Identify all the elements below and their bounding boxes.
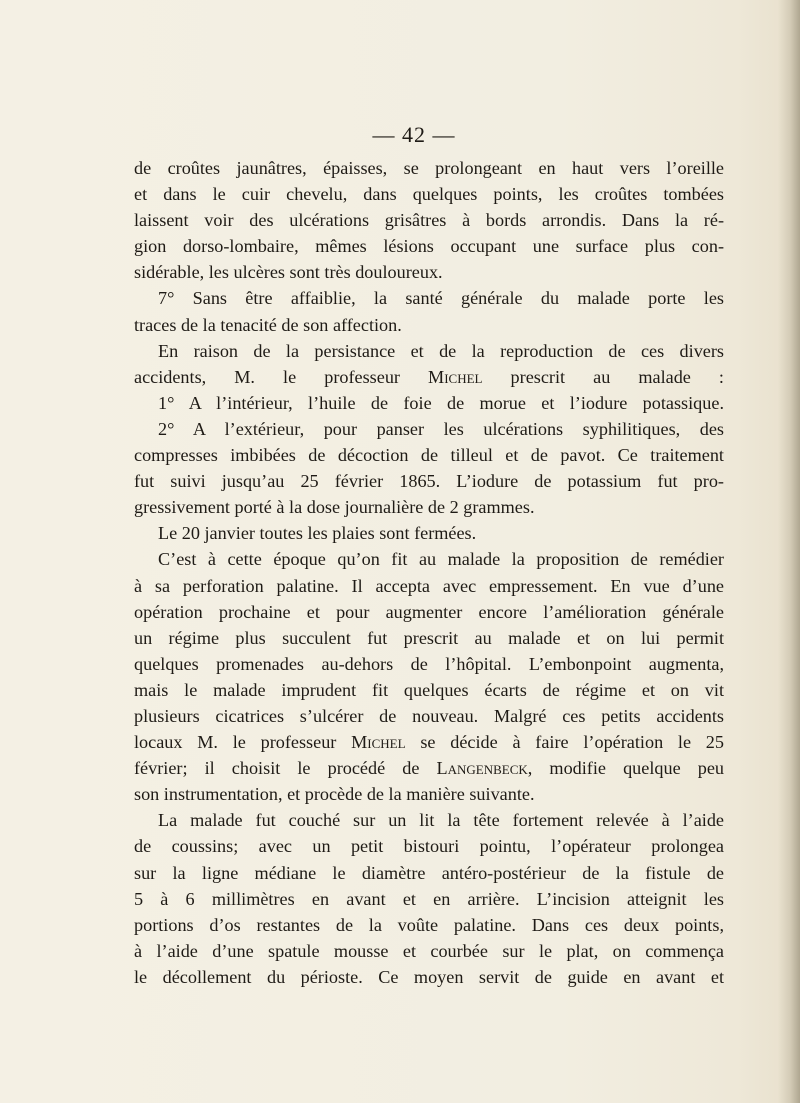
page-edge-shadow — [778, 0, 800, 1103]
text-line-23-start: locaux M. le professeur — [134, 732, 352, 753]
author-name-michel-1: Michel — [428, 366, 483, 387]
text-line-17: à sa perforation palatine. Il accepta avec empressement. En vue d’une — [134, 575, 724, 596]
text-line-9 — [134, 364, 724, 390]
text-line-2: et dans le cuir chevelu, dans quelques points, les croûtes tombées — [134, 184, 724, 205]
text-line-27: de coussins; avec un petit bistouri pointu, l’opérateur prolongea — [134, 836, 724, 857]
text-line-24 — [134, 755, 724, 781]
text-line-23 — [134, 729, 724, 755]
text-line-14: gressivement porté à la dose journalière de 2 grammes. — [134, 497, 535, 518]
text-line-18: opération prochaine et pour augmenter encore l’amélioration générale — [134, 601, 724, 622]
text-line-11: 2° A l’extérieur, pour panser les ulcérations syphilitiques, des — [158, 418, 724, 439]
text-line-29: 5 à 6 millimètres en avant et en arrière. L’incision atteignit les — [134, 888, 724, 909]
text-line-28: sur la ligne médiane le diamètre antéro-postérieur de la fistule de — [134, 862, 724, 883]
text-line-1: de croûtes jaunâtres, épaisses, se prolongeant en haut vers l’oreille — [134, 158, 724, 178]
text-line-7: traces de la tenacité de son affection. — [134, 314, 402, 335]
text-line-9-end: prescrit au malade : — [482, 366, 724, 387]
text-line-26: La malade fut couché sur un lit la tête fortement relevée à l’aide — [158, 810, 724, 831]
text-line-24-start: février; il choisit le procédé de — [134, 758, 437, 779]
page-number: — 42 — — [372, 122, 456, 147]
text-line-25: son instrumentation, et procède de la manière suivante. — [134, 784, 535, 805]
text-line-12: compresses imbibées de décoction de tilleul et de pavot. Ce traitement — [134, 445, 724, 466]
body-text — [134, 155, 724, 990]
text-line-32: le décollement du périoste. Ce moyen servit de guide en avant et — [134, 966, 724, 987]
text-line-30: portions d’os restantes de la voûte palatine. Dans ces deux points, — [134, 914, 724, 935]
text-line-24-end: , modifie quelque peu — [527, 758, 724, 779]
author-name-langenbeck: Langenbeck — [436, 758, 528, 779]
text-line-4: gion dorso-lombaire, mêmes lésions occupant une surface plus con- — [134, 236, 724, 257]
text-line-22: plusieurs cicatrices s’ulcérer de nouveau. Malgré ces petits accidents — [134, 705, 724, 726]
text-line-23-end: se décide à faire l’opération le 25 — [405, 732, 724, 753]
text-line-19: un régime plus succulent fut prescrit au malade et on lui permit — [134, 627, 724, 648]
text-line-13: fut suivi jusqu’au 25 février 1865. L’iodure de potassium fut pro- — [134, 471, 724, 492]
text-line-21: mais le malade imprudent fit quelques écarts de régime et on vit — [134, 679, 724, 700]
text-line-10: 1° A l’intérieur, l’huile de foie de morue et l’iodure potassique. — [158, 392, 724, 413]
author-name-michel-2: Michel — [351, 732, 406, 753]
text-line-8: En raison de la persistance et de la reproduction de ces divers — [158, 340, 724, 361]
text-line-20: quelques promenades au-dehors de l’hôpital. L’embonpoint augmenta, — [134, 653, 724, 674]
text-line-15: Le 20 janvier toutes les plaies sont fermées. — [158, 523, 477, 544]
text-line-5: sidérable, les ulcères sont très douloureux. — [134, 262, 443, 283]
text-line-16: C’est à cette époque qu’on fit au malade la proposition de remédier — [158, 549, 724, 570]
text-line-9-start: accidents, M. le professeur — [134, 366, 429, 387]
text-line-31: à l’aide d’une spatule mousse et courbée sur le plat, on commença — [134, 940, 724, 961]
text-line-6: 7° Sans être affaiblie, la santé générale du malade porte les — [158, 288, 724, 309]
text-line-3: laissent voir des ulcérations grisâtres à bords arrondis. Dans la ré- — [134, 210, 724, 231]
